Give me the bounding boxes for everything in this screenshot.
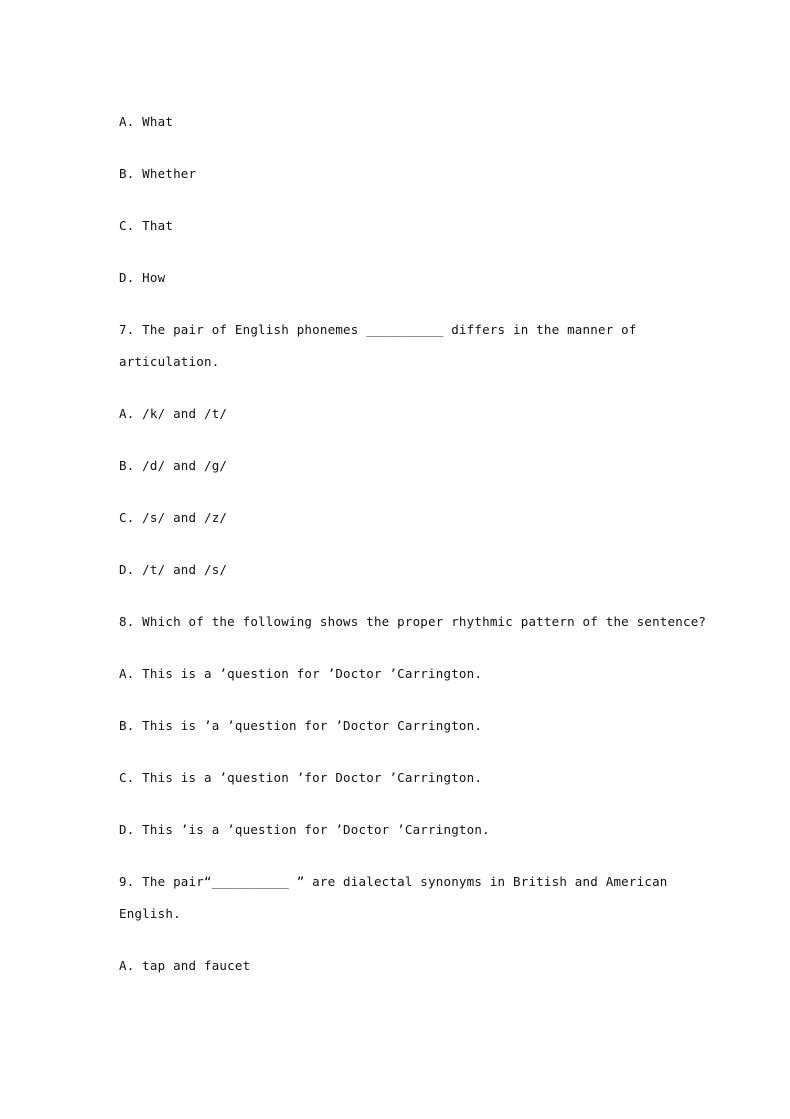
q9-stem-line2: English.	[119, 906, 181, 921]
q8-stem: 8. Which of the following shows the proper rhythmic pattern of the sentence?	[119, 614, 707, 629]
q8-option-a: A. This is a ’question for ’Doctor ’Carrington.	[119, 666, 483, 681]
q6-option-d: D. How	[119, 270, 166, 285]
q8-option-c: C. This is a ’question ’for Doctor ’Carrington.	[119, 770, 483, 785]
q7-option-c: C. /s/ and /z/	[119, 510, 228, 525]
q6-option-a: A. What	[119, 114, 174, 129]
q7-stem-line1: 7. The pair of English phonemes __________ differs in the manner of	[119, 322, 637, 337]
q6-option-b: B. Whether	[119, 166, 197, 181]
q7-option-b: B. /d/ and /g/	[119, 458, 228, 473]
q7-option-a: A. /k/ and /t/	[119, 406, 228, 421]
q8-option-d: D. This ’is a ’question for ’Doctor ’Carrington.	[119, 822, 490, 837]
q6-option-c: C. That	[119, 218, 174, 233]
q9-stem-line1: 9. The pair“__________ ” are dialectal synonyms in British and American	[119, 874, 668, 889]
q8-option-b: B. This is ’a ’question for ’Doctor Carrington.	[119, 718, 483, 733]
q7-option-d: D. /t/ and /s/	[119, 562, 228, 577]
q9-option-a: A. tap and faucet	[119, 958, 251, 973]
q7-stem-line2: articulation.	[119, 354, 220, 369]
